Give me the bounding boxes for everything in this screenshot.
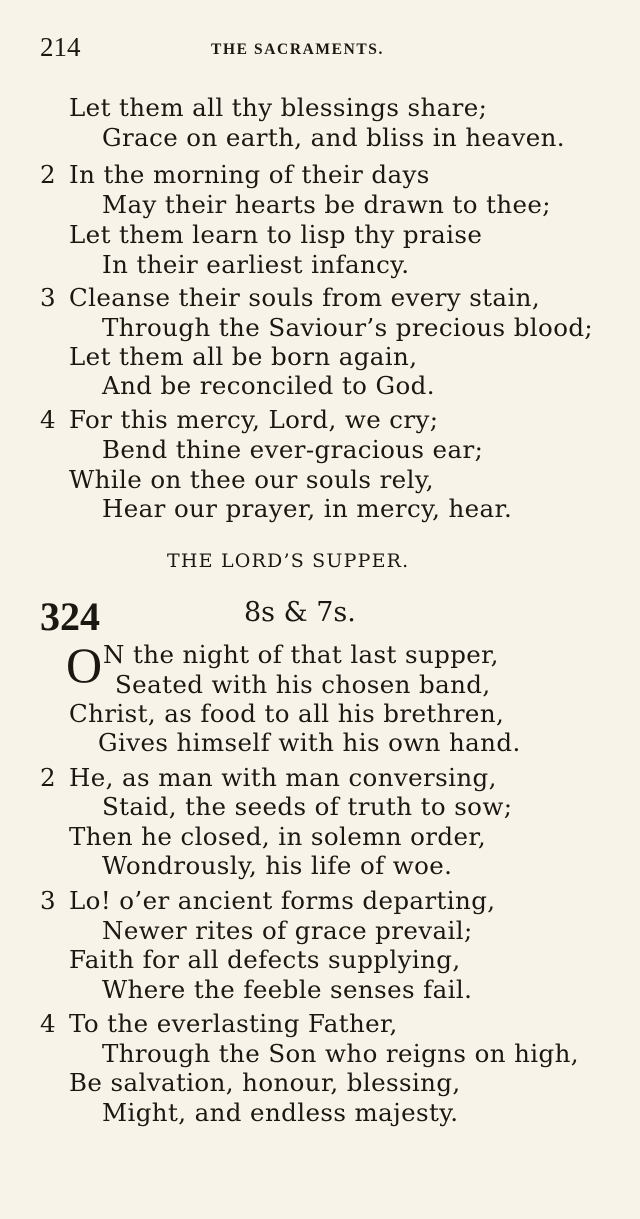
section-heading: THE LORD’S SUPPER.	[167, 550, 410, 572]
prev-verse-3-line-2: Through the Saviour’s precious blood;	[102, 313, 594, 342]
verse-3-line-3: Faith for all defects supplying,	[69, 945, 461, 974]
prev-verse-4-line-3: While on thee our souls rely,	[69, 465, 434, 494]
prev-verse-4-number: 4	[40, 405, 56, 434]
verse-2-line-1: He, as man with man conversing,	[69, 763, 497, 792]
verse-4-line-4: Might, and endless majesty.	[102, 1098, 459, 1127]
verse-1-line-3: Christ, as food to all his brethren,	[69, 699, 505, 728]
page-number: 214	[40, 32, 81, 62]
verse-1-line-2: Seated with his chosen band,	[115, 670, 491, 699]
prev-verse-2-line-2: May their hearts be drawn to thee;	[102, 190, 551, 219]
prev-verse-2-line-3: Let them learn to lisp thy praise	[69, 220, 483, 249]
prev-verse-3-line-3: Let them all be born again,	[69, 342, 418, 371]
verse-4-number: 4	[40, 1009, 56, 1038]
prev-verse-3-line-1: Cleanse their souls from every stain,	[69, 283, 541, 312]
running-title: THE SACRAMENTS.	[211, 41, 384, 58]
verse-3-line-2: Newer rites of grace prevail;	[102, 916, 473, 945]
verse-3-number: 3	[40, 886, 56, 915]
prev-continuation-line-1: Let them all thy blessings share;	[69, 93, 488, 122]
verse-3-line-1: Lo! o’er ancient forms departing,	[69, 886, 496, 915]
prev-verse-2-line-4: In their earliest infancy.	[102, 250, 410, 279]
verse-1-line-4: Gives himself with his own hand.	[98, 728, 521, 757]
prev-verse-4-line-2: Bend thine ever-gracious ear;	[102, 435, 484, 464]
verse-1-line-1: N the night of that last supper,	[103, 640, 499, 669]
verse-4-line-1: To the everlasting Father,	[69, 1009, 398, 1038]
prev-verse-3-line-4: And be reconciled to God.	[102, 371, 435, 400]
prev-continuation-line-2: Grace on earth, and bliss in heaven.	[102, 123, 565, 152]
prev-verse-2-number: 2	[40, 160, 56, 189]
prev-verse-4-line-4: Hear our prayer, in mercy, hear.	[102, 494, 513, 523]
verse-4-line-2: Through the Son who reigns on high,	[102, 1039, 579, 1068]
hymn-number: 324	[40, 594, 100, 639]
hymn-meter: 8s & 7s.	[244, 597, 356, 628]
verse-2-line-4: Wondrously, his life of woe.	[102, 851, 453, 880]
prev-verse-2-line-1: In the morning of their days	[69, 160, 430, 189]
drop-cap: O	[66, 637, 103, 693]
prev-verse-3-number: 3	[40, 283, 56, 312]
verse-2-number: 2	[40, 763, 56, 792]
prev-verse-4-line-1: For this mercy, Lord, we cry;	[69, 405, 439, 434]
verse-2-line-2: Staid, the seeds of truth to sow;	[102, 792, 513, 821]
verse-2-line-3: Then he closed, in solemn order,	[69, 822, 487, 851]
verse-4-line-3: Be salvation, honour, blessing,	[69, 1068, 461, 1097]
verse-3-line-4: Where the feeble senses fail.	[102, 975, 473, 1004]
